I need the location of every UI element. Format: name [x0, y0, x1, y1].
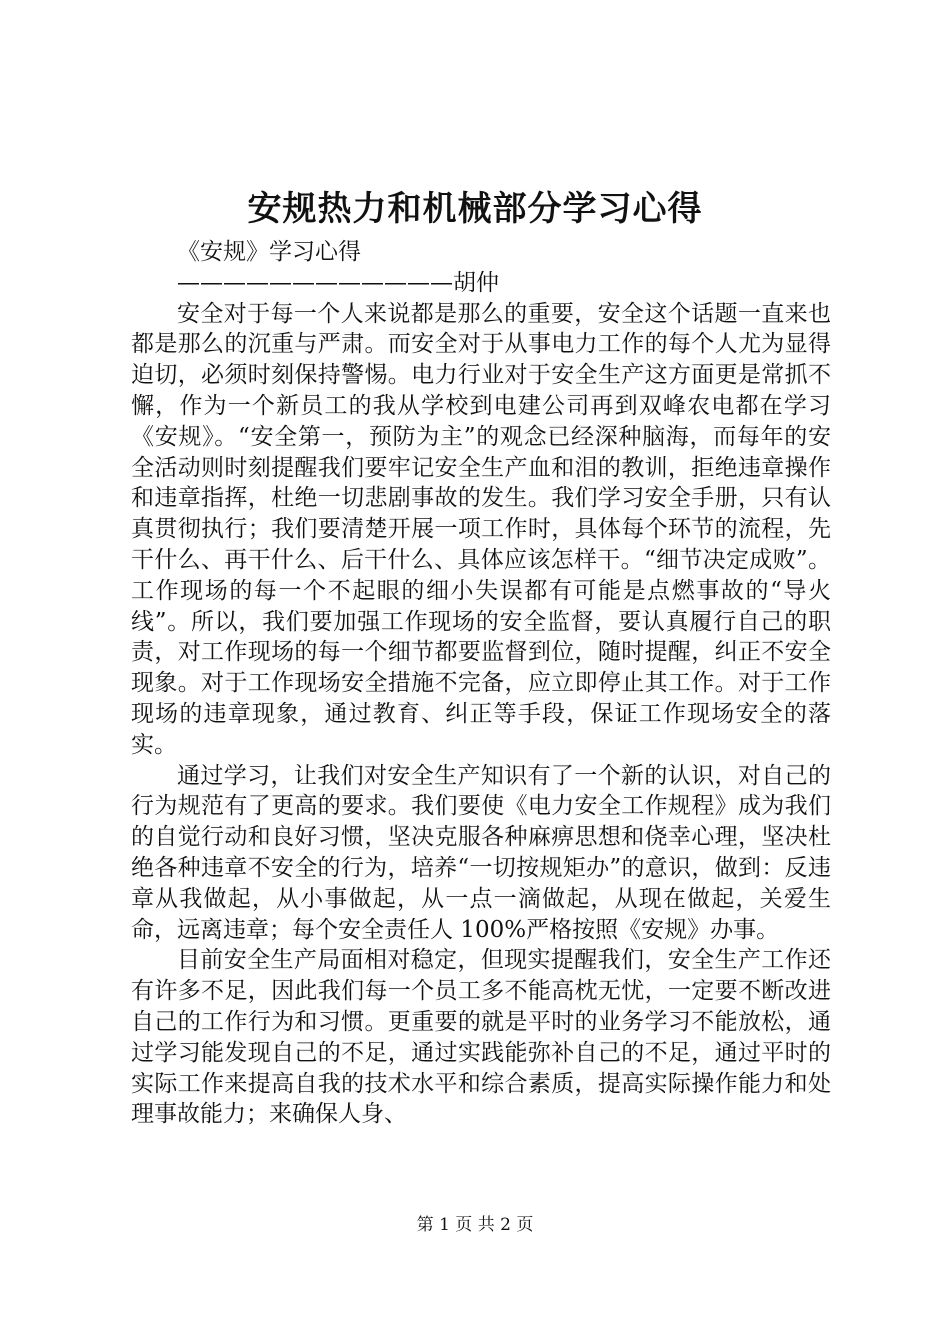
- document-subtitle: 《安规》学习心得: [177, 239, 361, 265]
- document-body: [131, 237, 831, 1130]
- page-number-footer: 第 1 页 共 2 页: [416, 1215, 534, 1235]
- paragraph-3: 目前安全生产局面相对稳定，但现实提醒我们，安全生产工作还有许多不足，因此我们每一个员工多不能高枕无忧，一定要不断改进自己的工作行为和习惯。更重要的就是平时的业务学习不能放松，通过学习能发现自己的不足，通过实践能弥补自己的不足，通过平时的实际工作来提高自我的技术水平和综合素质，提高实际操作能力和处理事故能力；来确保人身、: [131, 947, 831, 1128]
- author-line: ————————————胡仲: [177, 269, 499, 296]
- paragraph-2: 通过学习，让我们对安全生产知识有了一个新的认识，对自己的行为规范有了更高的要求。我们要使《电力安全工作规程》成为我们的自觉行动和良好习惯，坚决克服各种麻痹思想和侥幸心理，坚决杜绝各种违章不安全的行为，培养“一切按规矩办”的意识，做到：反违章从我做起，从小事做起，从一点一滴做起，从现在做起，关爱生命，远离违章；每个安全责任人 100%严格按照《安规》办事。: [131, 762, 831, 943]
- document-title: 安规热力和机械部分学习心得: [247, 189, 703, 229]
- paragraph-1: 安全对于每一个人来说都是那么的重要，安全这个话题一直来也都是那么的沉重与严肃。而安全对于从事电力工作的每个人尤为显得迫切，必须时刻保持警惕。电力行业对于安全生产这方面更是常抓不懈，作为一个新员工的我从学校到电建公司再到双峰农电都在学习《安规》。“安全第一，预防为主”的观念已经深种脑海，而每年的安全活动则时刻提醒我们要牢记安全生产血和泪的教训，拒绝违章操作和违章指挥，杜绝一切悲剧事故的发生。我们学习安全手册，只有认真贯彻执行；我们要清楚开展一项工作时，具体每个环节的流程，先干什么、再干什么、后干什么、具体应该怎样干。“细节决定成败”。工作现场的每一个不起眼的细小失误都有可能是点燃事故的“导火线”。所以，我们要加强工作现场的安全监督，要认真履行自己的职责，对工作现场的每一个细节都要监督到位，随时提醒，纠正不安全现象。对于工作现场安全措施不完备，应立即停止其工作。对于工作现场的违章现象，通过教育、纠正等手段，保证工作现场安全的落实。: [131, 300, 831, 758]
